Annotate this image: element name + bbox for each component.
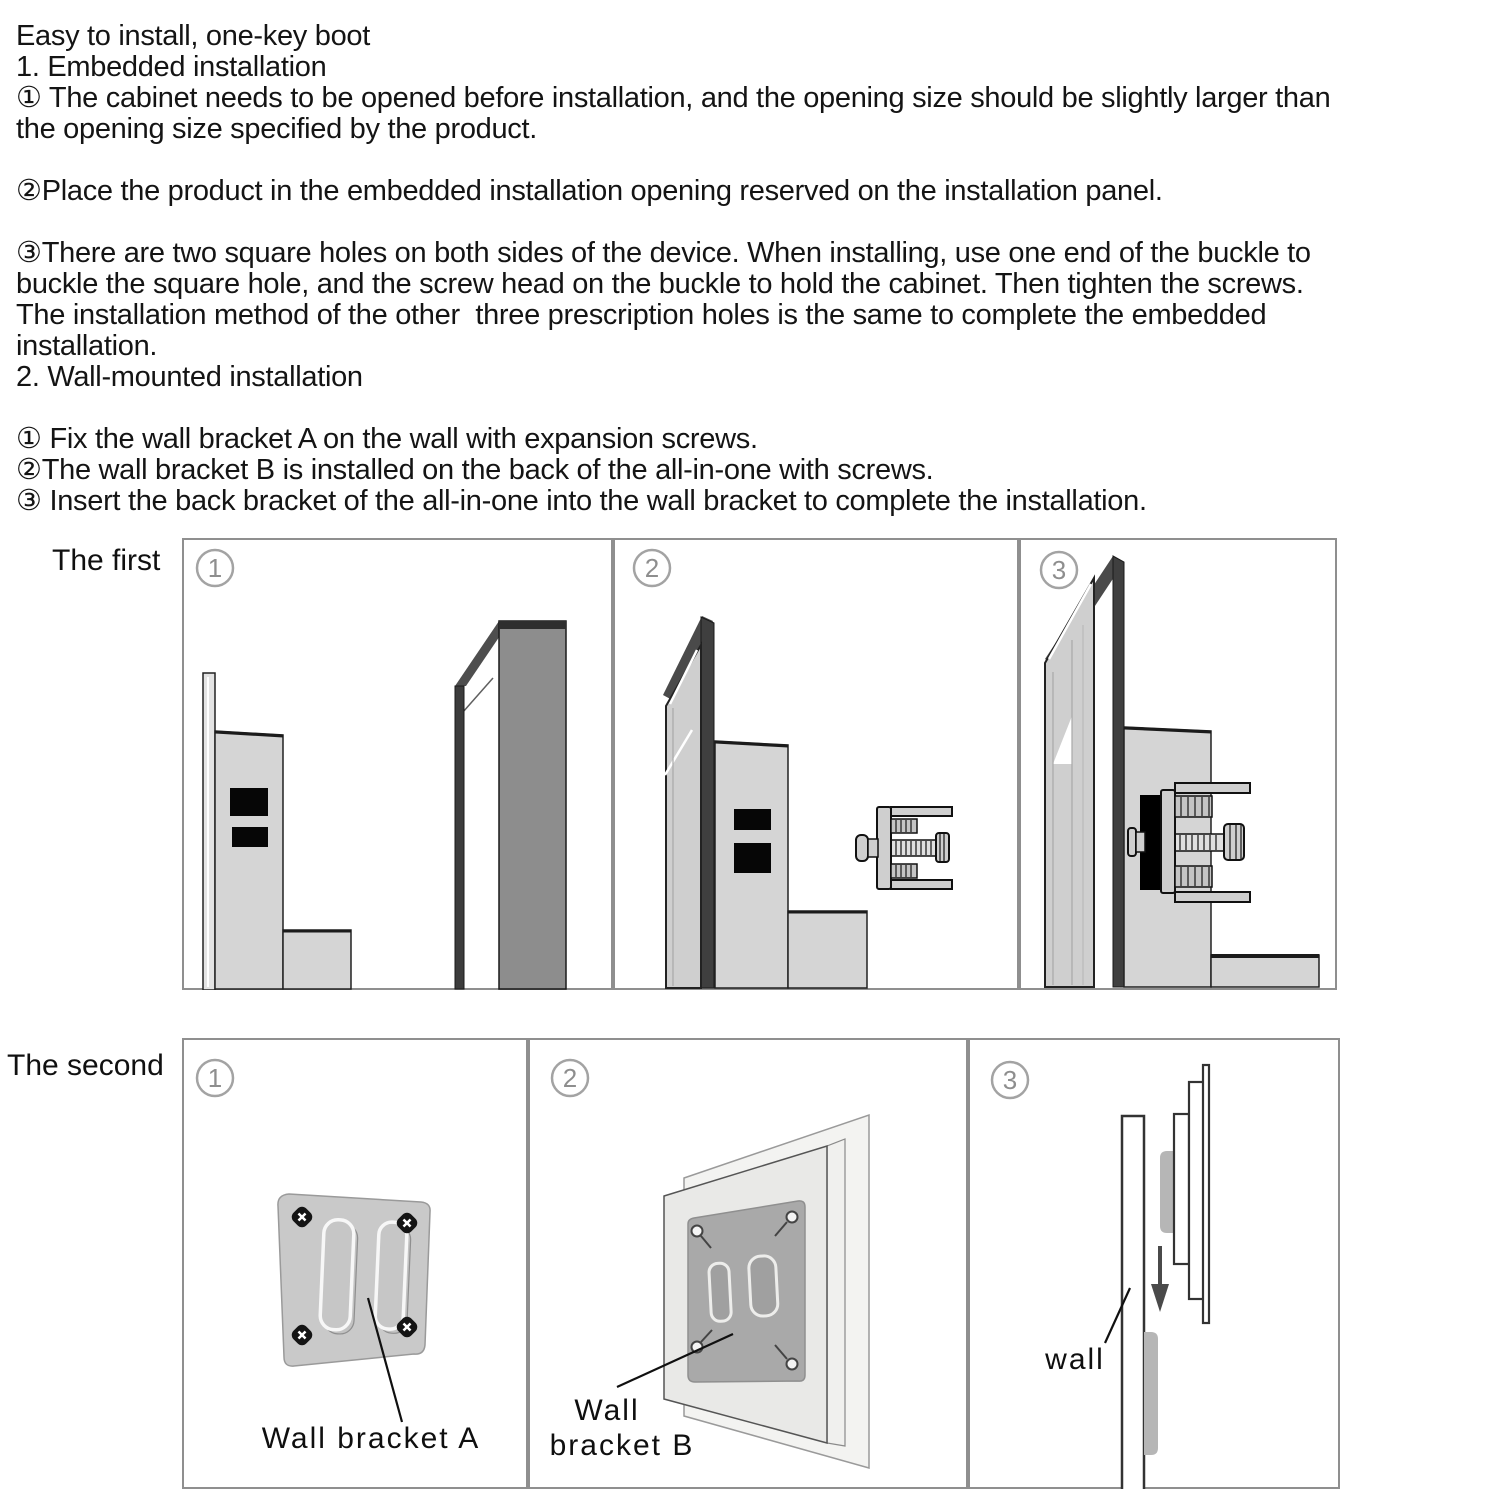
caption-wall-bracket-a: Wall bracket A	[261, 1422, 481, 1455]
intro-line: ① The cabinet needs to be opened before installation, and the opening size should be slightly larger than	[16, 82, 1331, 114]
intro-line-blank	[16, 393, 1330, 424]
row-label-the-first: The first	[52, 544, 161, 577]
intro-line: installation.	[16, 330, 158, 362]
step-number: 1	[207, 1063, 223, 1093]
step-number: 2	[562, 1063, 578, 1093]
intro-line: 1. Embedded installation	[16, 51, 327, 83]
intro-line: The installation method of the other three prescription holes is the same to complete the embedded	[16, 299, 1267, 331]
step-number: 1	[207, 553, 223, 583]
square-hole	[230, 788, 268, 816]
bracket-on-wall	[1144, 1332, 1158, 1455]
intro-line-blank	[16, 207, 1330, 238]
figure-embedded-step1-panel	[182, 538, 613, 990]
row-label-the-second: The second	[7, 1049, 164, 1082]
step-number: 3	[1002, 1065, 1018, 1095]
wall-shape	[1122, 1116, 1144, 1489]
caption-wall: wall	[1045, 1343, 1105, 1376]
intro-line: ②Place the product in the embedded installation opening reserved on the installation panel.	[16, 175, 1163, 207]
intro-text	[16, 21, 1330, 517]
intro-line: ① Fix the wall bracket A on the wall with expansion screws.	[16, 423, 758, 455]
figure-embedded-step2-panel	[613, 538, 1019, 990]
intro-line-blank	[16, 145, 1330, 176]
square-hole	[734, 809, 771, 830]
intro-line: buckle the square hole, and the screw head on the buckle to hold the cabinet. Then tighten the screws.	[16, 268, 1304, 300]
figure-wallmount-step1-panel	[182, 1038, 528, 1489]
intro-line: the opening size specified by the product.	[16, 113, 538, 145]
step-number: 3	[1051, 555, 1067, 585]
intro-line: 2. Wall-mounted installation	[16, 361, 363, 393]
step-number: 2	[644, 553, 660, 583]
caption-wall-bracket-b-line2: bracket B	[549, 1429, 695, 1462]
intro-line: ③ Insert the back bracket of the all-in-one into the wall bracket to complete the installation.	[16, 485, 1147, 517]
figure-wallmount-step3-panel	[968, 1038, 1340, 1489]
bracket-on-device	[1160, 1151, 1174, 1233]
caption-wall-bracket-b-line1: Wall	[574, 1394, 640, 1427]
intro-line: ③There are two square holes on both sides of the device. When installing, use one end of the buckle to	[16, 237, 1311, 269]
intro-line: ②The wall bracket B is installed on the back of the all-in-one with screws.	[16, 454, 934, 486]
intro-line: Easy to install, one-key boot	[16, 20, 370, 52]
figure-wallmount-step2-panel	[528, 1038, 968, 1489]
wall-bracket-a-plate	[278, 1194, 430, 1366]
square-hole	[232, 827, 268, 847]
figure-embedded-step3-panel	[1019, 538, 1337, 990]
square-hole	[734, 843, 771, 873]
wall-bracket-b-plate	[688, 1201, 805, 1382]
